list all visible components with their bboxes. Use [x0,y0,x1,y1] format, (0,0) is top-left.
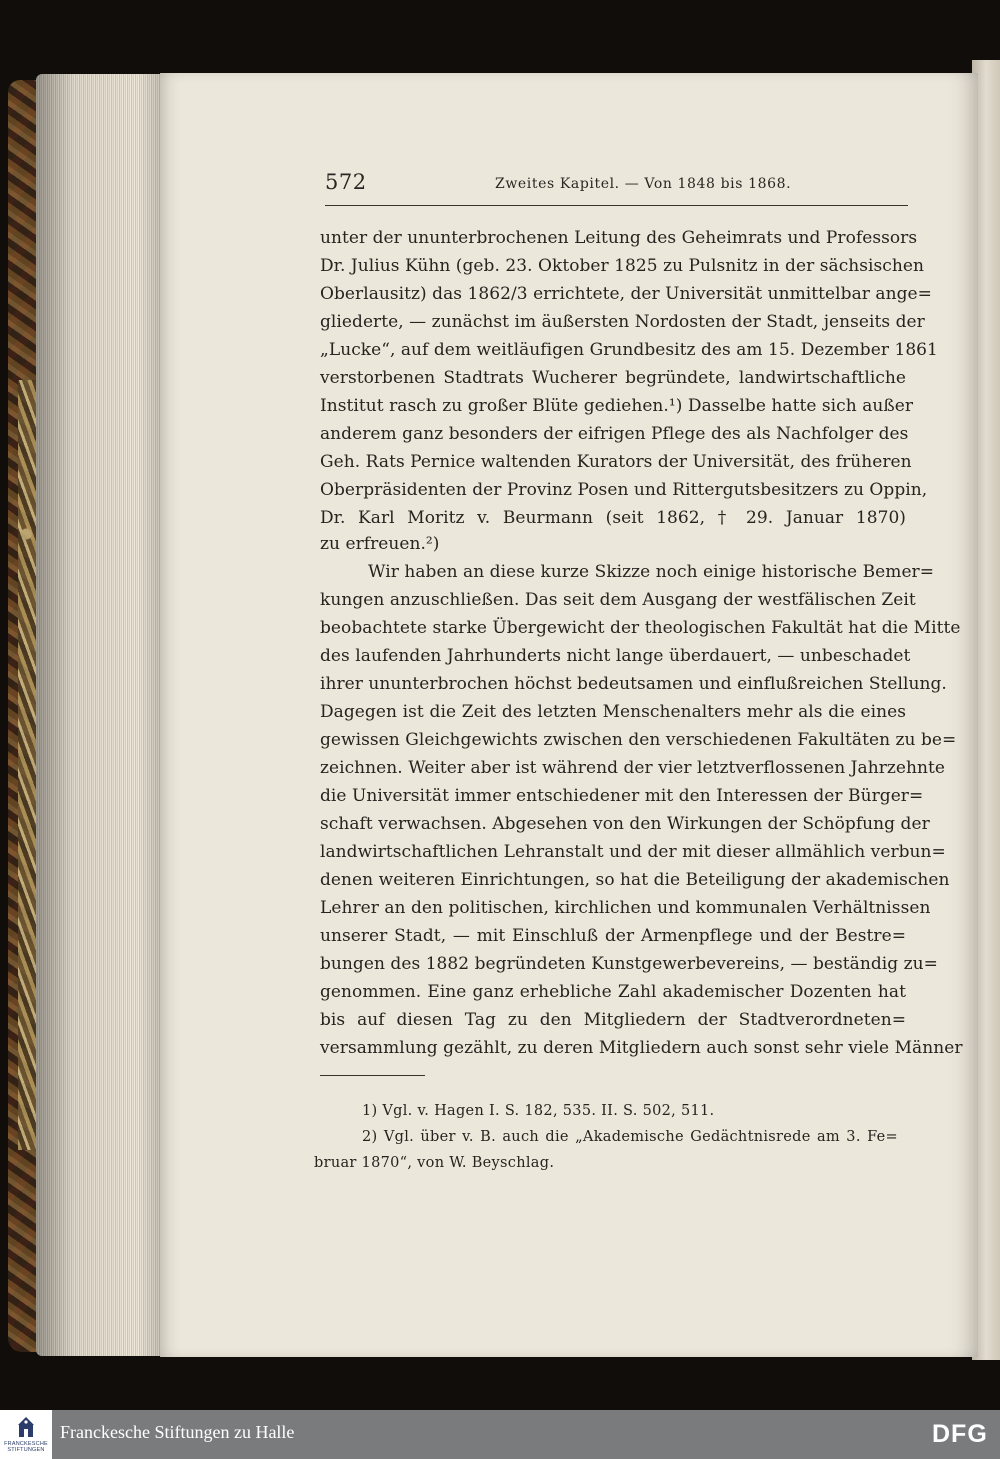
text-line: gliederte, — zunächst im äußersten Nordosten der Stadt, jenseits der [320,312,925,332]
text-line: zu erfreuen.²) [320,534,440,554]
text-line: unter der ununterbrochenen Leitung des Geheimrats und Professors [320,228,918,248]
text-line: verstorbenen Stadtrats Wucherer begründete, landwirtschaftliche [320,368,906,388]
text-line: versammlung gezählt, zu deren Mitgliedern auch sonst sehr viele Männer [320,1038,963,1058]
text-line: zeichnen. Weiter aber ist während der vier letztverflossenen Jahrzehnte [320,758,945,778]
footnote-1: 1) Vgl. v. Hagen I. S. 182, 535. II. S. 502, 511. [362,1103,715,1119]
text-line: des laufenden Jahrhunderts nicht lange überdauert, — unbeschadet [320,646,911,666]
header-rule [325,205,908,206]
text-line: genommen. Eine ganz erhebliche Zahl akademischer Dozenten hat [320,982,906,1002]
institution-title[interactable]: Franckesche Stiftungen zu Halle [60,1422,295,1442]
footnote-2-continued: bruar 1870“, von W. Beyschlag. [314,1155,555,1171]
text-line: unserer Stadt, — mit Einschluß der Armenpflege und der Bestre= [320,926,906,946]
footnote-2: 2) Vgl. über v. B. auch die „Akademische Gedächtnisrede am 3. Fe= [362,1129,898,1145]
text-line: kungen anzuschließen. Das seit dem Ausgang der westfälischen Zeit [320,590,916,610]
text-line: Dr. Karl Moritz v. Beurmann (seit 1862, † 29. Januar 1870) [320,508,906,528]
text-line: Dagegen ist die Zeit des letzten Menschenalters mehr als die eines [320,702,906,722]
text-line: anderem ganz besonders der eifrigen Pflege des als Nachfolger des [320,424,909,444]
text-line: schaft verwachsen. Abgesehen von den Wirkungen der Schöpfung der [320,814,930,834]
text-line: bis auf diesen Tag zu den Mitgliedern der Stadtverordneten= [320,1010,906,1030]
text-line: Lehrer an den politischen, kirchlichen und kommunalen Verhältnissen [320,898,931,918]
text-line: Oberpräsidenten der Provinz Posen und Rittergutsbesitzers zu Oppin, [320,480,928,500]
text-line: „Lucke“, auf dem weitläufigen Grundbesitz des am 15. Dezember 1861 [320,340,938,360]
text-line: Geh. Rats Pernice waltenden Kurators der Universität, des früheren [320,452,912,472]
paragraph-first-line: Wir haben an diese kurze Skizze noch einige historische Bemer= [368,562,935,582]
text-line: landwirtschaftlichen Lehranstalt und der mit dieser allmählich verbun= [320,842,946,862]
text-line: Institut rasch zu großer Blüte gediehen.¹) Dasselbe hatte sich außer [320,396,914,416]
page-edges-shadow [36,74,164,1356]
logo-text [2,1441,50,1453]
text-line: beobachtete starke Übergewicht der theologischen Fakultät hat die Mitte [320,618,961,638]
dfg-logo[interactable]: DFG [932,1420,988,1448]
footnote-rule [320,1075,425,1076]
page-number: 572 [325,170,367,194]
running-head: Zweites Kapitel. — Von 1848 bis 1868. [495,176,792,192]
logo-text-line1: FRANCKESCHE [4,1441,48,1447]
crest-icon [15,1416,37,1438]
text-line: ihrer ununterbrochen höchst bedeutsamen und einflußreichen Stellung. [320,674,947,694]
logo-text-line2: STIFTUNGEN [7,1447,45,1453]
text-line: Oberlausitz) das 1862/3 errichtete, der Universität unmittelbar ange= [320,284,932,304]
text-line: Dr. Julius Kühn (geb. 23. Oktober 1825 zu Pulsnitz in der sächsischen [320,256,924,276]
text-line: die Universität immer entschiedener mit den Interessen der Bürger= [320,786,924,806]
franckesche-logo[interactable] [0,1410,52,1459]
text-line: gewissen Gleichgewichts zwischen den verschiedenen Fakultäten zu be= [320,730,957,750]
text-line: bungen des 1882 begründeten Kunstgewerbevereins, — beständig zu= [320,954,938,974]
text-line: denen weiteren Einrichtungen, so hat die Beteiligung der akademischen [320,870,950,890]
